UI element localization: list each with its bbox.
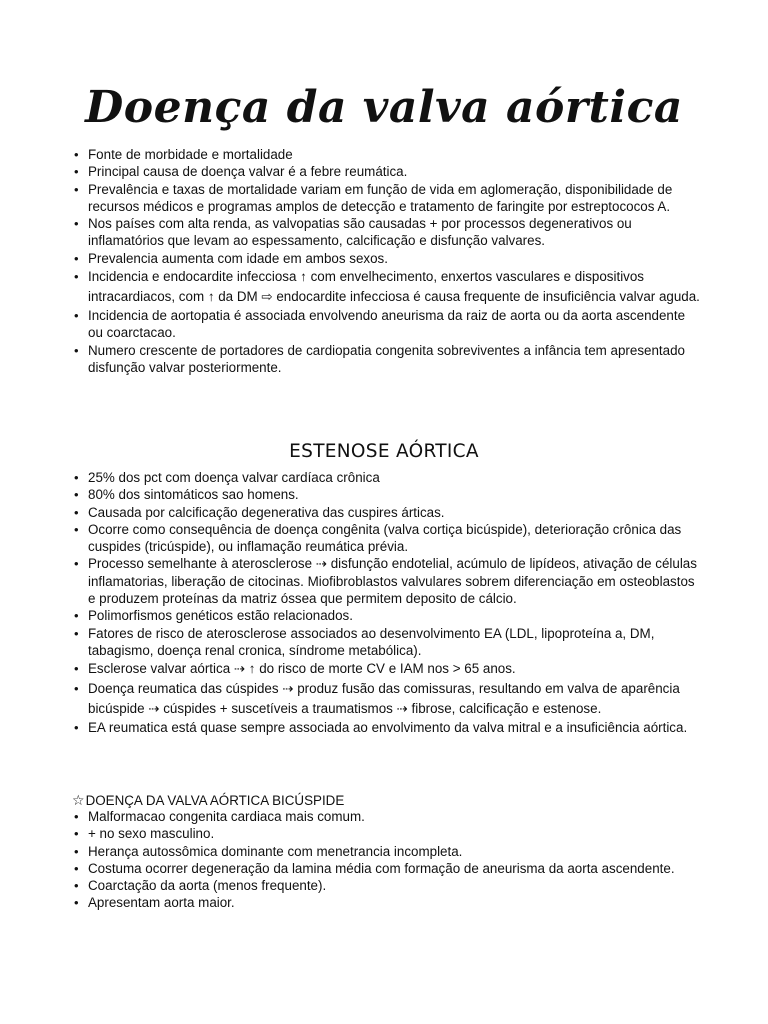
list-item: • EA reumatica está quase sempre associada ao envolvimento da valva mitral e a insuficiência aórtica. [72, 719, 702, 736]
list-item: • Doença reumatica das cúspides ⇢ produz fusão das comissuras, resultando em valva de aparência bicúspide ⇢ cúspides + suscetíveis a traumatismos ⇢ fibrose, calcificação e estenose. [72, 679, 702, 719]
list-item: • 80% dos sintomáticos sao homens. [72, 486, 702, 503]
list-item: • Apresentam aorta maior. [72, 894, 702, 911]
list-item: • Fatores de risco de aterosclerose associados ao desenvolvimento EA (LDL, lipoproteína a, DM, tabagismo, doença renal cronica, síndrome metabólica). [72, 625, 702, 660]
bicuspid-bullet-list [72, 808, 702, 912]
list-item: • Prevalência e taxas de mortalidade variam em função de vida em aglomeração, disponibilidade de recursos médicos e programas amplos de detecção e tratamento de faringite por estreptococos A. [72, 181, 702, 216]
list-item: • Costuma ocorrer degeneração da lamina média com formação de aneurisma da aorta ascendente. [72, 860, 702, 877]
page-title: Doença da valva aórtica [85, 82, 683, 133]
section-heading-estenose: ESTENOSE AÓRTICA [289, 441, 479, 462]
list-item: • Nos países com alta renda, as valvopatias são causadas + por processos degenerativos ou inflamatórios que levam ao espessamento, calcificação e disfunção valvares. [72, 215, 702, 250]
intro-bullet-list [72, 146, 702, 376]
list-item: • Incidencia e endocardite infecciosa ↑ com envelhecimento, enxertos vasculares e dispositivos intracardiacos, com ↑ da DM ⇨ endocardite infecciosa é causa frequente de insuficiência valvar aguda. [72, 267, 702, 307]
star-icon: ☆ [72, 792, 85, 808]
list-item: • Esclerose valvar aórtica ⇢ ↑ do risco de morte CV e IAM nos > 65 anos. [72, 659, 702, 679]
list-item: • Numero crescente de portadores de cardiopatia congenita sobreviventes a infância tem apresentado disfunção valvar posteriormente. [72, 342, 702, 377]
list-item: • Ocorre como consequência de doença congênita (valva cortiça bicúspide), deterioração crônica das cuspides (tricúspide), ou inflamação reumática prévia. [72, 521, 702, 556]
list-item: • Principal causa de doença valvar é a febre reumática. [72, 163, 702, 180]
list-item: • Herança autossômica dominante com menetrancia incompleta. [72, 843, 702, 860]
list-item: • Polimorfismos genéticos estão relacionados. [72, 607, 702, 624]
stenosis-bullet-list [72, 469, 702, 737]
list-item: • Prevalencia aumenta com idade em ambos sexos. [72, 250, 702, 267]
bicuspid-section [72, 808, 702, 912]
list-item: • 25% dos pct com doença valvar cardíaca crônica [72, 469, 702, 486]
list-item: • Incidencia de aortopatia é associada envolvendo aneurisma da raiz de aorta ou da aorta ascendente ou coarctacao. [72, 307, 702, 342]
list-item: • Coarctação da aorta (menos frequente). [72, 877, 702, 894]
subsection-heading-text: DOENÇA DA VALVA AÓRTICA BICÚSPIDE [85, 793, 345, 808]
subsection-heading-bicuspid [72, 792, 702, 809]
list-item: • + no sexo masculino. [72, 825, 702, 842]
list-item: • Fonte de morbidade e mortalidade [72, 146, 702, 163]
list-item: • Causada por calcificação degenerativa das cuspires árticas. [72, 504, 702, 521]
intro-section [72, 146, 702, 376]
list-item: • Processo semelhante à aterosclerose ⇢ disfunção endotelial, acúmulo de lipídeos, ativação de células inflamatorias, liberação de citocinas. Miofibroblastos valvulares sobrem diferenciação em osteoblastos e produzem proteínas da matriz óssea que permitem deposito de cálcio. [72, 555, 702, 607]
stenosis-section [72, 469, 702, 737]
list-item: • Malformacao congenita cardiaca mais comum. [72, 808, 702, 825]
